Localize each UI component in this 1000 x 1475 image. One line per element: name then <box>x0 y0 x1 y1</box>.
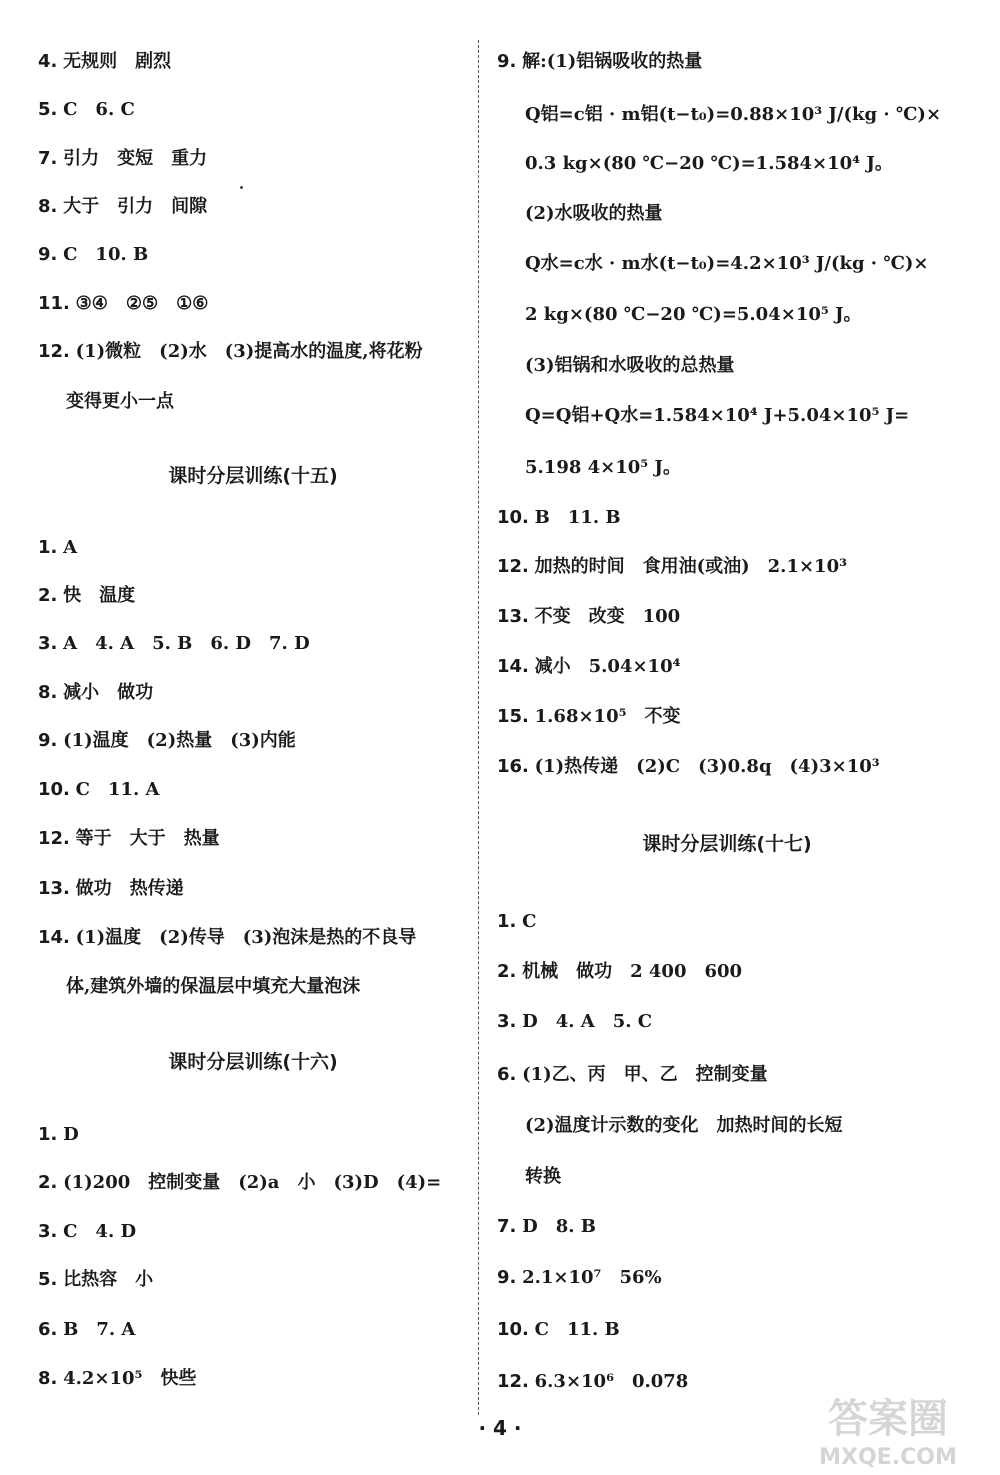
answer-text: (1)200 控制变量 (2)a 小 (3)D (4)= <box>63 1172 442 1193</box>
answer-text: 引力 变短 重力 <box>63 148 208 169</box>
answer-text: 大于 引力 间隙 <box>63 196 208 217</box>
answer-text: 2.1×10⁷ 56% <box>522 1267 662 1288</box>
watermark-bottom-text: MXQE.COM <box>819 1445 957 1470</box>
answer-line <box>525 152 893 176</box>
answer-text: Q=Q铝+Q水=1.584×10⁴ J+5.04×10⁵ J= <box>525 405 910 426</box>
answer-line <box>38 778 160 802</box>
answer-line <box>497 605 680 629</box>
question-number: 12. <box>38 341 70 362</box>
question-number: 12. <box>38 828 70 849</box>
answer-line <box>525 404 909 428</box>
answer-text: Q水=c水 · m水(t−t₀)=4.2×10³ J/(kg · ℃)× <box>525 253 929 274</box>
answer-text: 不变 改变 100 <box>534 606 681 627</box>
answer-text: (2)温度计示数的变化 加热时间的长短 <box>525 1115 843 1136</box>
answer-text: 1.68×10⁵ 不变 <box>534 706 681 727</box>
question-number: 2. <box>497 961 517 982</box>
answer-line <box>38 98 135 122</box>
question-number: 16. <box>497 756 529 777</box>
answer-line <box>525 252 929 276</box>
question-number: 14. <box>38 927 70 948</box>
section-heading: 课时分层训练(十七) <box>642 833 812 855</box>
question-number: 13. <box>497 606 529 627</box>
question-number: 2. <box>38 585 58 606</box>
answer-text: C <box>522 911 537 932</box>
answer-line <box>38 536 77 560</box>
answer-text: 比热容 小 <box>63 1269 154 1290</box>
answer-line <box>38 1367 196 1391</box>
answer-text: C 10. B <box>63 244 149 265</box>
question-number: 5. <box>38 1269 58 1290</box>
answer-text: 5.198 4×10⁵ J。 <box>525 457 681 478</box>
answer-line <box>497 506 621 530</box>
answer-text: 解:(1)铝锅吸收的热量 <box>522 51 703 72</box>
answer-line <box>38 681 153 705</box>
answer-line <box>497 555 847 579</box>
answer-line <box>38 877 184 901</box>
answer-text: 机械 做功 2 400 600 <box>522 961 743 982</box>
answer-text: D <box>63 1124 79 1145</box>
question-number: 11. <box>38 293 70 314</box>
answer-line <box>497 960 742 984</box>
question-number: 9. <box>497 1267 517 1288</box>
answer-line <box>525 456 681 480</box>
answer-text: 减小 做功 <box>63 682 154 703</box>
answer-line <box>497 910 536 934</box>
watermark-top-text: 答案圈 <box>828 1396 948 1442</box>
answer-line <box>38 584 135 608</box>
answer-text: 转换 <box>525 1166 561 1187</box>
question-number: 10. <box>38 779 70 800</box>
answer-line <box>38 1318 135 1342</box>
question-number: 1. <box>497 911 517 932</box>
answer-text: 2 kg×(80 ℃−20 ℃)=5.04×10⁵ J。 <box>525 304 862 325</box>
question-number: 8. <box>38 682 58 703</box>
answer-line <box>525 1114 843 1138</box>
question-number: 9. <box>497 51 517 72</box>
question-number: 6. <box>497 1064 517 1085</box>
answer-text: C 4. D <box>63 1221 137 1242</box>
watermark-logo <box>788 1388 988 1470</box>
question-number: 14. <box>497 656 529 677</box>
answer-line <box>497 1010 652 1034</box>
answer-line <box>497 1370 688 1394</box>
answer-text: B 11. B <box>534 507 621 528</box>
answer-line <box>525 202 663 226</box>
answer-text: (1)微粒 (2)水 (3)提高水的温度,将花粉 <box>75 341 423 362</box>
answer-line <box>38 1123 79 1147</box>
answer-text: 等于 大于 热量 <box>75 828 220 849</box>
answer-line <box>497 50 702 74</box>
question-number: 15. <box>497 706 529 727</box>
answer-text: (2)水吸收的热量 <box>525 203 663 224</box>
answer-line <box>525 103 941 127</box>
answer-line <box>497 1318 620 1342</box>
pencil-mark <box>258 172 284 196</box>
question-number: 5. <box>38 99 58 120</box>
page-number: · 4 · <box>478 1416 522 1440</box>
answer-text: A 4. A 5. B 6. D 7. D <box>63 633 310 654</box>
answer-line <box>38 50 171 74</box>
answer-line <box>497 755 880 779</box>
section-heading: 课时分层训练(十五) <box>168 465 338 487</box>
answer-text: 体,建筑外墙的保温层中填充大量泡沫 <box>66 976 361 997</box>
answer-text: D 4. A 5. C <box>522 1011 653 1032</box>
answer-text: (1)温度 (2)热量 (3)内能 <box>63 730 296 751</box>
answer-line <box>38 632 310 656</box>
answer-text: 0.3 kg×(80 ℃−20 ℃)=1.584×10⁴ J。 <box>525 153 893 174</box>
section-heading: 课时分层训练(十六) <box>168 1051 338 1073</box>
answer-line <box>525 303 862 327</box>
answer-line <box>497 655 680 679</box>
question-number: 6. <box>38 1319 58 1340</box>
question-number: 4. <box>38 51 58 72</box>
answer-text: Q铝=c铝 · m铝(t−t₀)=0.88×10³ J/(kg · ℃)× <box>525 104 942 125</box>
answer-line <box>38 340 423 364</box>
answer-line <box>497 1063 768 1087</box>
answer-line <box>38 243 148 267</box>
answer-text: 无规则 剧烈 <box>63 51 172 72</box>
question-number: 12. <box>497 1371 529 1392</box>
question-number: 1. <box>38 1124 58 1145</box>
answer-text: D 8. B <box>522 1216 596 1237</box>
answer-text: (3)铝锅和水吸收的总热量 <box>525 355 735 376</box>
answer-line <box>38 292 208 316</box>
answer-text: (1)乙、丙 甲、乙 控制变量 <box>522 1064 768 1085</box>
answer-text: 变得更小一点 <box>66 391 174 412</box>
question-number: 12. <box>497 556 529 577</box>
question-number: 2. <box>38 1172 58 1193</box>
question-number: 10. <box>497 507 529 528</box>
answer-line <box>38 1171 441 1195</box>
question-number: 1. <box>38 537 58 558</box>
answer-line <box>38 147 207 171</box>
answer-text: A <box>63 537 78 558</box>
answer-text: 加热的时间 食用油(或油) 2.1×10³ <box>534 556 847 577</box>
answer-line <box>38 1220 136 1244</box>
answer-text: C 11. B <box>534 1319 620 1340</box>
answer-text: 快 温度 <box>63 585 136 606</box>
answer-line <box>66 390 174 414</box>
answer-line <box>497 1266 662 1290</box>
answer-text: (1)温度 (2)传导 (3)泡沫是热的不良导 <box>75 927 417 948</box>
question-number: 3. <box>38 633 58 654</box>
question-number: 13. <box>38 878 70 899</box>
answer-line <box>38 926 416 950</box>
answer-line <box>38 729 296 753</box>
answer-text: (1)热传递 (2)C (3)0.8q (4)3×10³ <box>534 756 880 777</box>
answer-line <box>66 975 360 999</box>
answer-line <box>38 1268 153 1292</box>
question-number: 3. <box>38 1221 58 1242</box>
question-number: 3. <box>497 1011 517 1032</box>
answer-text: C 11. A <box>75 779 160 800</box>
answer-line <box>38 827 220 851</box>
answer-text: ③④ ②⑤ ①⑥ <box>75 293 209 314</box>
answer-text: 做功 热传递 <box>75 878 184 899</box>
answer-line <box>38 195 207 219</box>
question-number: 8. <box>38 1368 58 1389</box>
answer-text: B 7. A <box>63 1319 136 1340</box>
question-number: 8. <box>38 196 58 217</box>
answer-line <box>497 705 680 729</box>
answer-text: 6.3×10⁶ 0.078 <box>534 1371 689 1392</box>
question-number: 9. <box>38 244 58 265</box>
answer-line <box>525 1165 561 1189</box>
question-number: 7. <box>497 1216 517 1237</box>
answer-line <box>497 1215 596 1239</box>
question-number: 7. <box>38 148 58 169</box>
answer-text: C 6. C <box>63 99 135 120</box>
question-number: 10. <box>497 1319 529 1340</box>
answer-line <box>525 354 735 378</box>
answer-text: 减小 5.04×10⁴ <box>534 656 681 677</box>
answer-text: 4.2×10⁵ 快些 <box>63 1368 197 1389</box>
question-number: 9. <box>38 730 58 751</box>
column-divider <box>478 40 479 1415</box>
